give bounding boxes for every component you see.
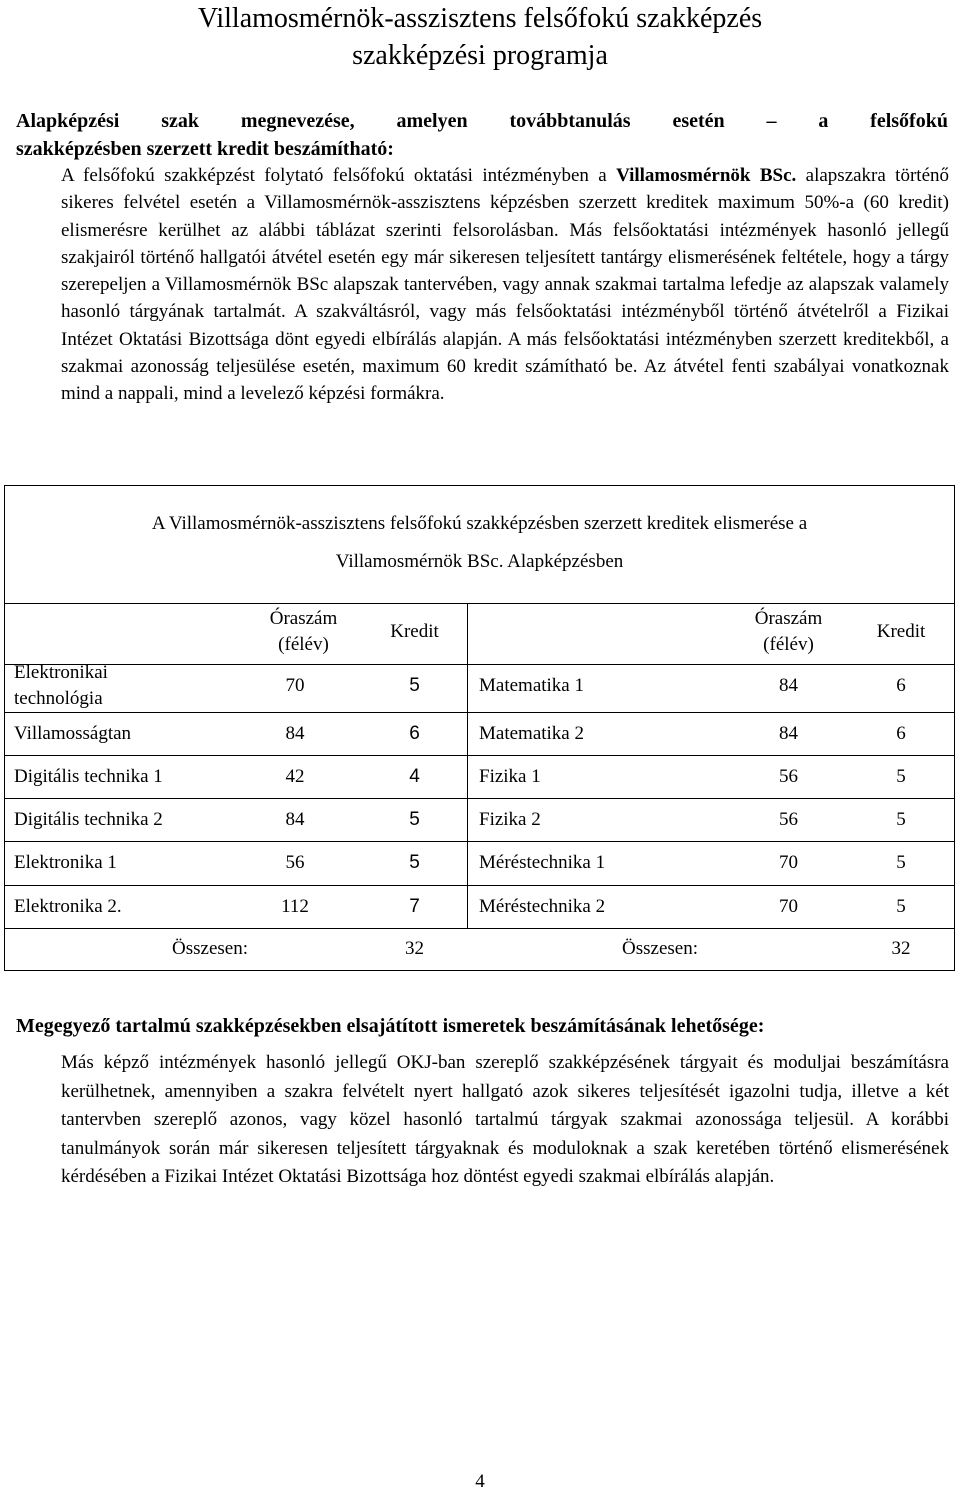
heading-word: esetén — [672, 110, 725, 132]
heading-word: szak — [161, 110, 199, 132]
page-number: 4 — [475, 1471, 485, 1492]
right-hours: 56 — [779, 765, 798, 787]
table-rule — [4, 664, 955, 665]
left-subject-name-cont: technológia — [14, 688, 103, 709]
paragraph-start: A felsőfokú szakképzést folytató felsőfokú oktatási intézményben a — [61, 165, 617, 186]
section-heading-credit-transfer — [16, 107, 948, 163]
header-term-right: (félév) — [763, 634, 814, 655]
paragraph-rest: alapszakra történő sikeres felvétel esetén a Villamosmérnök-asszisztens képzésben szerzett kreditek maximum 50%-a (60 kredit) elismerésre kerülhet az alábbi táblázat szerinti felsorolásban. Más felsőoktatási intézmények hasonló jellegű szakjairól történő hallgatói átvétel esetén egy már sikeresen teljesített tantárgy elismerésének feltétele, hogy a tárgy szerepeljen a Villamosmérnök BSc alapszak tantervében, vagy annak szakmai tartalma lefedje az alapszak valamely hasonló tárgyának tartalmát. A szakváltásról, vagy más felsőoktatási intézményből történő átvételről a Fizikai Intézet Oktatási Bizottsága dönt egyedi elbírálás alapján. A más felsőoktatási intézményben szerzett kreditekből, a szakmai azonosság teljesülése esetén, maximum 60 kredit számítható be. Az átvétel fenti szabályai vonatkoznak mind a nappali, mind a levelező képzési formákra. — [61, 165, 950, 405]
right-subject-name: Matematika 2 — [479, 722, 584, 744]
total-credit-left: 32 — [405, 938, 424, 959]
table-border-left — [4, 603, 5, 970]
left-credit: 5 — [409, 852, 420, 873]
right-credit: 6 — [896, 675, 906, 696]
left-hours: 84 — [285, 722, 305, 744]
heading-word: amelyen — [396, 110, 468, 132]
right-subject-name: Matematika 1 — [479, 675, 584, 696]
table-rule — [4, 603, 955, 604]
left-subject-name: Digitális technika 2 — [14, 808, 163, 830]
left-hours: 70 — [285, 675, 305, 696]
header-credit-right: Kredit — [876, 621, 926, 642]
right-hours: 70 — [779, 852, 798, 873]
header-term-left: (félév) — [278, 634, 329, 655]
left-hours: 42 — [285, 765, 305, 787]
right-credit: 5 — [896, 808, 906, 830]
credit-table-caption — [4, 505, 955, 581]
right-subject-name: Fizika 2 — [479, 808, 541, 830]
left-credit: 6 — [409, 722, 420, 744]
heading-word: – — [766, 110, 777, 132]
right-credit: 6 — [896, 722, 906, 744]
table-rule — [4, 841, 955, 842]
total-label-right: Összesen: — [622, 938, 698, 959]
left-hours: 56 — [285, 852, 305, 873]
table-rule — [4, 755, 955, 756]
table-rule — [4, 970, 955, 971]
right-hours: 56 — [779, 808, 798, 830]
section-heading-line-2: szakképzésben szerzett kredit beszámítható: — [16, 138, 394, 160]
total-label-left: Összesen: — [172, 938, 248, 959]
left-credit: 5 — [409, 808, 420, 830]
left-subject-name: Villamosságtan — [14, 722, 132, 744]
heading-word: továbbtanulás — [509, 110, 631, 132]
table-rule — [4, 928, 955, 929]
title-line-1: Villamosmérnök-asszisztens felsőfokú szakképzés — [197, 3, 763, 34]
credit-transfer-paragraph — [61, 162, 949, 408]
section-heading-equivalent-training: Megegyező tartalmú szakképzésekben elsajátított ismeretek beszámításának lehetősége: — [16, 1015, 765, 1037]
header-hours-left: Óraszám — [269, 608, 338, 629]
right-hours: 84 — [779, 675, 798, 696]
table-rule — [4, 712, 955, 713]
left-subject-name: Elektronikai — [14, 662, 108, 683]
caption-line-1: A Villamosmérnök-asszisztens felsőfokú szakképzésben szerzett kreditek elismerése a — [151, 513, 808, 534]
left-credit: 5 — [409, 675, 420, 696]
title-line-2: szakképzési programja — [352, 40, 608, 71]
heading-word: megnevezése, — [240, 110, 355, 132]
right-hours: 84 — [779, 722, 798, 744]
header-credit-left: Kredit — [390, 621, 439, 642]
right-subject-name: Méréstechnika 1 — [479, 852, 606, 873]
left-subject-name: Digitális technika 1 — [14, 765, 163, 787]
left-hours: 112 — [281, 895, 309, 917]
left-subject-name: Elektronika 2. — [14, 895, 122, 917]
left-subject-name: Elektronika 1 — [14, 852, 117, 873]
table-rule — [4, 798, 955, 799]
caption-line-2: Villamosmérnök BSc. Alapképzésben — [335, 551, 624, 572]
heading-word: felsőfokú — [870, 110, 948, 132]
paragraph-bold-program: Villamosmérnök BSc. — [616, 165, 797, 186]
right-credit: 5 — [896, 852, 906, 873]
right-credit: 5 — [896, 895, 906, 917]
left-credit: 4 — [409, 765, 420, 787]
left-credit: 7 — [409, 895, 420, 917]
total-credit-right: 32 — [891, 938, 911, 959]
heading-word: a — [818, 110, 829, 132]
table-rule — [4, 885, 955, 886]
right-credit: 5 — [896, 765, 906, 787]
right-subject-name: Fizika 1 — [479, 765, 541, 787]
table-divider-middle — [467, 603, 468, 928]
heading-word: Alapképzési — [16, 110, 120, 132]
right-hours: 70 — [779, 895, 798, 917]
header-hours-right: Óraszám — [754, 608, 823, 629]
section-heading-line-1 — [16, 107, 948, 135]
equivalent-training-paragraph: Más képző intézmények hasonló jellegű OKJ-ban szereplő szakképzésének tárgyait és moduljai beszámításra kerülhetnek, amennyiben a szakra felvételt nyert hallgató azok sikeres teljesítését igazolni tudja, illetve a két tantervben szereplő azonos, vagy közel hasonló tartalmú tárgyak szakmai azonossága teljesül. A korábbi tanulmányok során már sikeresen teljesített tárgyaknak és moduloknak a szak keretében történő elismerésének kérdésében a Fizikai Intézet Oktatási Bizottsága hoz döntést egyedi szakmai elbírálás alapján. — [61, 1052, 949, 1188]
right-subject-name: Méréstechnika 2 — [479, 895, 606, 917]
document-title — [0, 0, 960, 74]
left-hours: 84 — [285, 808, 305, 830]
